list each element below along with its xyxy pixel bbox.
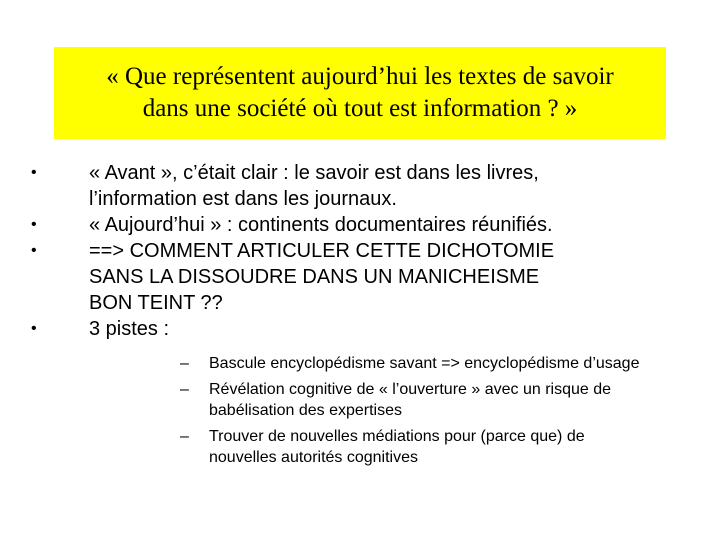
sub-bullet-item: [89, 426, 720, 468]
bullet-marker: •: [31, 164, 37, 181]
sub-bullet-marker: –: [180, 355, 189, 372]
bullet-text-line: l’information est dans les journaux.: [89, 188, 397, 210]
bullet-marker: •: [31, 216, 37, 233]
slide-title-line-1: « Que représentent aujourd’hui les textes de savoir: [106, 63, 614, 90]
sub-bullet-text-line: nouvelles autorités cognitives: [209, 449, 419, 466]
sub-bullet-text-line: babélisation des expertises: [209, 402, 403, 419]
bullet-text-line: « Aujourd’hui » : continents documentaires réunifiés.: [89, 214, 553, 236]
bullet-item: [0, 316, 720, 468]
sub-bullet-item: [89, 379, 720, 421]
bullet-text-line: SANS LA DISSOUDRE DANS UN MANICHEISME: [89, 266, 540, 288]
bullet-marker: •: [31, 242, 37, 259]
bullet-marker: •: [31, 320, 37, 337]
sub-bullet-marker: –: [180, 428, 189, 445]
bullet-text-line: 3 pistes :: [89, 318, 170, 340]
bullet-item: [0, 160, 720, 212]
slide-title-box: [54, 47, 666, 139]
bullet-item: [0, 238, 720, 316]
bullet-list: [0, 160, 720, 473]
sub-bullet-text-line: Trouver de nouvelles médiations pour (parce que) de: [209, 428, 585, 445]
sub-bullet-list: [89, 353, 720, 468]
bullet-text-line: « Avant », c’était clair : le savoir est dans les livres,: [89, 162, 539, 184]
sub-bullet-marker: –: [180, 381, 189, 398]
sub-bullet-text-line: Révélation cognitive de « l’ouverture » avec un risque de: [209, 381, 612, 398]
bullet-text-line: BON TEINT ??: [89, 292, 223, 314]
bullet-text-line: ==> COMMENT ARTICULER CETTE DICHOTOMIE: [89, 240, 555, 262]
sub-bullet-item: [89, 353, 720, 374]
bullet-item: [0, 212, 720, 238]
slide-title-line-2: dans une société où tout est information ? »: [142, 95, 578, 122]
sub-bullet-text-line: Bascule encyclopédisme savant => encyclopédisme d’usage: [209, 355, 640, 372]
